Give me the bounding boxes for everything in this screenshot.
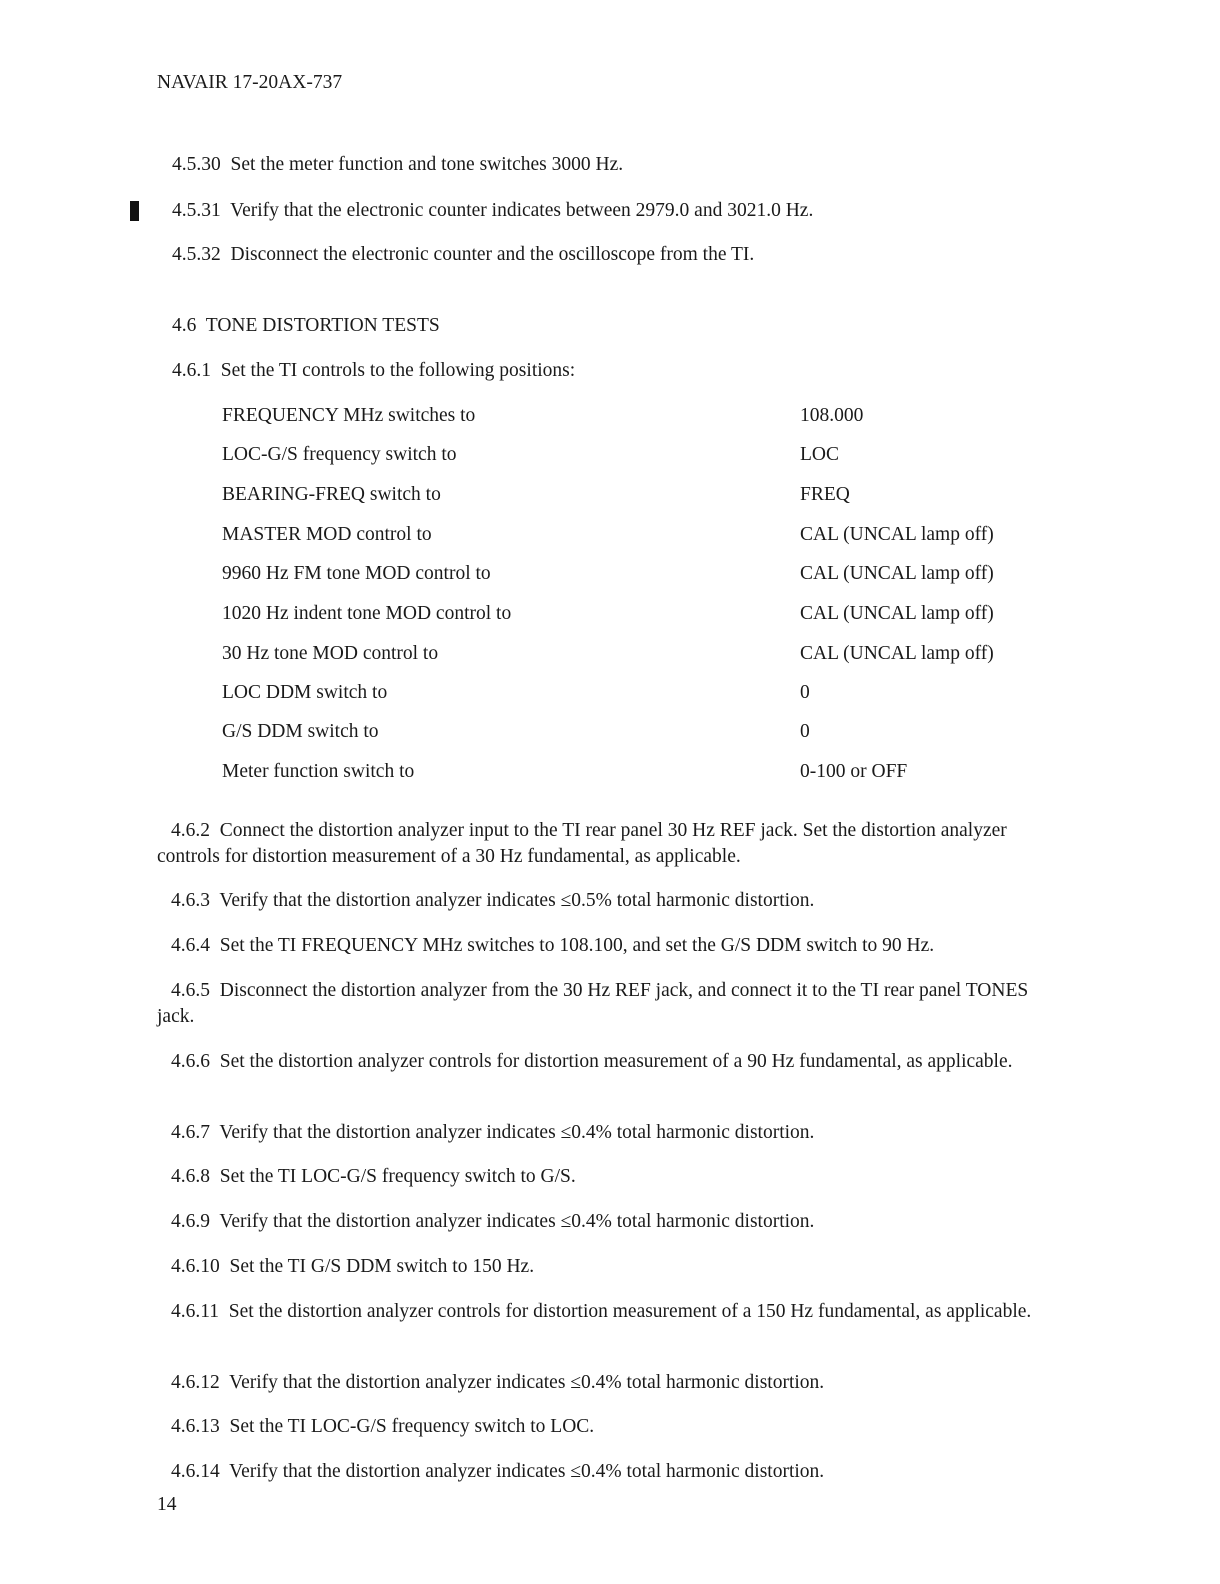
step-text: Set the meter function and tone switches 3000 Hz. — [230, 154, 624, 175]
control-name: LOC DDM switch to — [222, 682, 388, 703]
control-value: 108.000 — [800, 405, 864, 426]
control-value: 0 — [800, 721, 810, 742]
step-number: 4.6.12 — [171, 1372, 220, 1393]
step-4-6-6 — [157, 1049, 1037, 1075]
control-name: 30 Hz tone MOD control to — [222, 643, 439, 664]
step-4-5-32 — [172, 242, 754, 268]
step-text: Verify that the distortion analyzer indicates ≤0.4% total harmonic distortion. — [219, 1122, 815, 1143]
step-number: 4.5.32 — [172, 244, 221, 265]
step-4-6-8 — [157, 1164, 1037, 1190]
step-text: Set the TI controls to the following positions: — [220, 360, 576, 381]
control-value: 0 — [800, 682, 810, 703]
control-value: CAL (UNCAL lamp off) — [800, 563, 994, 584]
control-value: FREQ — [800, 484, 850, 505]
section-title: TONE DISTORTION TESTS — [205, 315, 440, 336]
step-text: Set the TI LOC-G/S frequency switch to LOC. — [229, 1416, 595, 1437]
step-text: Set the TI G/S DDM switch to 150 Hz. — [229, 1256, 535, 1277]
step-4-6-11 — [157, 1299, 1037, 1325]
step-4-6-10 — [157, 1254, 1037, 1280]
step-number: 4.6.2 — [171, 820, 210, 841]
step-number: 4.6.4 — [171, 935, 210, 956]
step-text: Verify that the distortion analyzer indicates ≤0.4% total harmonic distortion. — [229, 1461, 825, 1482]
control-value: CAL (UNCAL lamp off) — [800, 524, 994, 545]
section-heading — [172, 313, 440, 339]
step-number: 4.6.14 — [171, 1461, 220, 1482]
section-number: 4.6 — [172, 315, 197, 336]
step-number: 4.6.5 — [171, 980, 210, 1001]
step-4-6-9 — [157, 1209, 1037, 1235]
step-4-6-4 — [157, 933, 1037, 959]
control-name: MASTER MOD control to — [222, 524, 432, 545]
step-number: 4.6.8 — [171, 1166, 210, 1187]
control-name: G/S DDM switch to — [222, 721, 379, 742]
step-4-6-14 — [157, 1459, 1037, 1485]
control-name: 1020 Hz indent tone MOD control to — [222, 603, 512, 624]
step-4-6-2 — [157, 818, 1037, 870]
step-number: 4.6.10 — [171, 1256, 220, 1277]
step-text: Set the distortion analyzer controls for distortion measurement of a 150 Hz fundamental, as applicable. — [228, 1301, 1032, 1322]
step-number: 4.6.6 — [171, 1051, 210, 1072]
step-number: 4.5.30 — [172, 154, 221, 175]
control-name: FREQUENCY MHz switches to — [222, 405, 476, 426]
control-name: 9960 Hz FM tone MOD control to — [222, 563, 491, 584]
step-text: Verify that the distortion analyzer indicates ≤0.4% total harmonic distortion. — [229, 1372, 825, 1393]
change-bar — [130, 201, 139, 221]
step-4-6-7 — [157, 1120, 1037, 1146]
step-4-6-3 — [157, 888, 1037, 914]
control-value: 0-100 or OFF — [800, 761, 908, 782]
step-number: 4.6.7 — [171, 1122, 210, 1143]
step-number: 4.6.11 — [171, 1301, 220, 1322]
step-number: 4.6.1 — [172, 360, 211, 381]
control-name: BEARING-FREQ switch to — [222, 484, 441, 505]
step-text: Verify that the electronic counter indicates between 2979.0 and 3021.0 Hz. — [230, 200, 814, 221]
step-text: Disconnect the distortion analyzer from the 30 Hz REF jack, and connect it to the TI rear panel TONES jack. — [157, 980, 1029, 1027]
step-4-6-1 — [172, 358, 575, 384]
step-4-6-13 — [157, 1414, 1037, 1440]
step-4-5-31 — [172, 198, 813, 224]
step-text: Set the TI FREQUENCY MHz switches to 108.100, and set the G/S DDM switch to 90 Hz. — [219, 935, 935, 956]
step-number: 4.6.13 — [171, 1416, 220, 1437]
control-name: LOC-G/S frequency switch to — [222, 444, 457, 465]
control-name: Meter function switch to — [222, 761, 415, 782]
step-4-5-30 — [172, 152, 623, 178]
step-number: 4.6.3 — [171, 890, 210, 911]
page-number: 14 — [157, 1494, 177, 1515]
step-text: Set the distortion analyzer controls for distortion measurement of a 90 Hz fundamental, as applicable. — [219, 1051, 1013, 1072]
control-value: CAL (UNCAL lamp off) — [800, 603, 994, 624]
step-text: Connect the distortion analyzer input to the TI rear panel 30 Hz REF jack. Set the distortion analyzer controls for distortion measurement of a 30 Hz fundamental, as applicable. — [157, 820, 1007, 867]
step-text: Verify that the distortion analyzer indicates ≤0.4% total harmonic distortion. — [219, 1211, 815, 1232]
step-text: Disconnect the electronic counter and the oscilloscope from the TI. — [230, 244, 755, 265]
step-number: 4.5.31 — [172, 200, 221, 221]
document-id: NAVAIR 17-20AX-737 — [157, 72, 343, 93]
step-4-6-12 — [157, 1370, 1037, 1396]
step-text: Verify that the distortion analyzer indicates ≤0.5% total harmonic distortion. — [219, 890, 815, 911]
control-value: LOC — [800, 444, 839, 465]
step-text: Set the TI LOC-G/S frequency switch to G/S. — [219, 1166, 576, 1187]
step-4-6-5 — [157, 978, 1037, 1030]
step-number: 4.6.9 — [171, 1211, 210, 1232]
control-value: CAL (UNCAL lamp off) — [800, 643, 994, 664]
